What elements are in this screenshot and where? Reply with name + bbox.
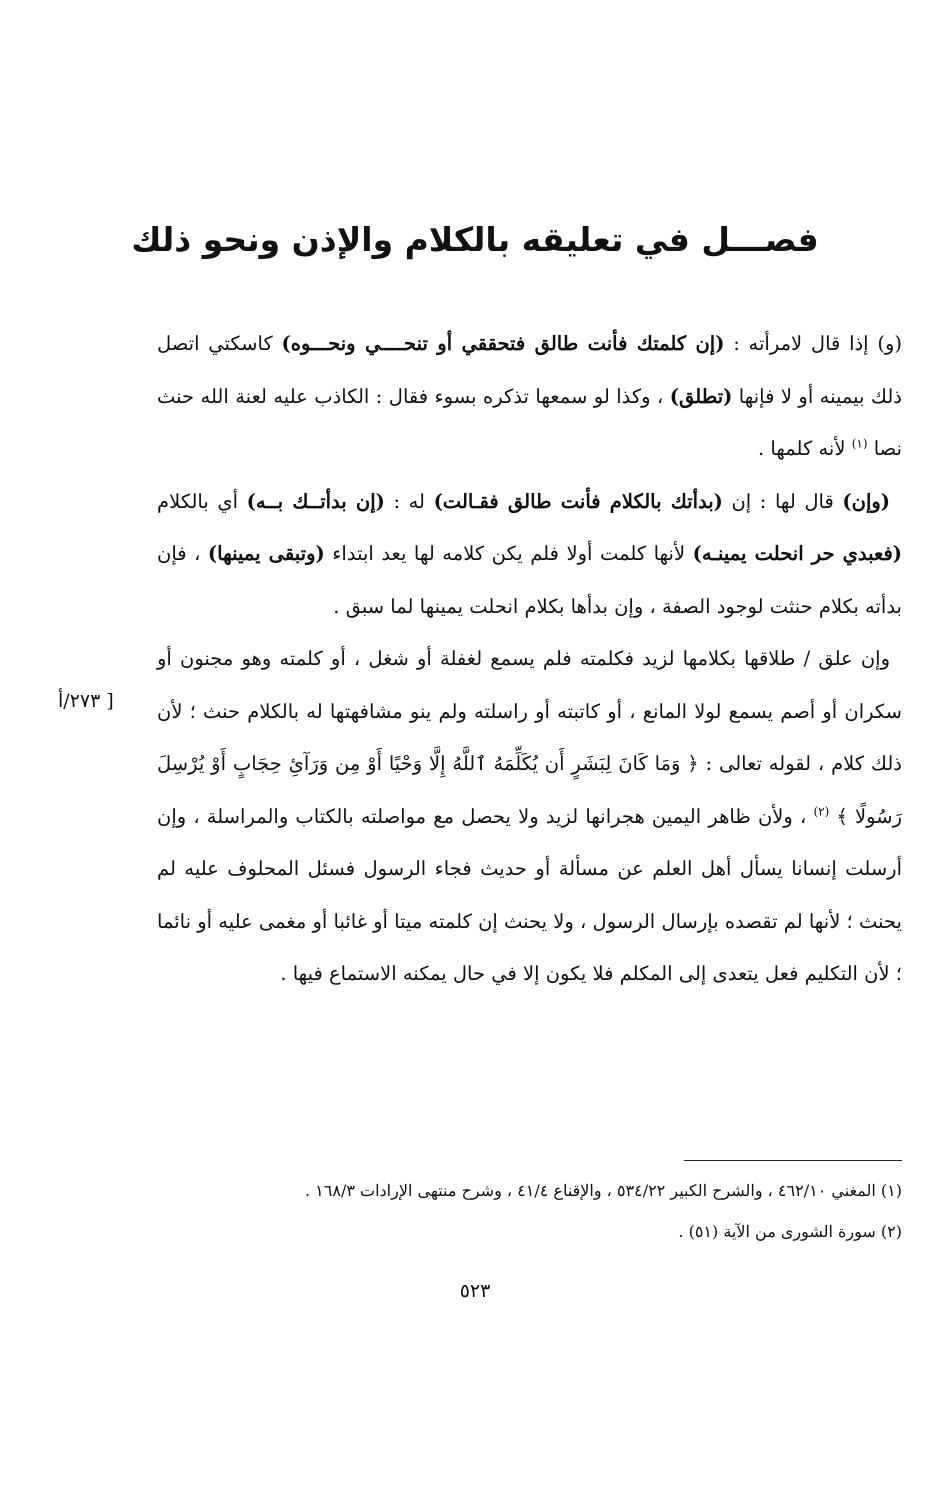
bold-text-run: (بدأتك بالكلام فأنت طالق فقـالت) bbox=[433, 489, 723, 513]
bold-text-run: (وإن) bbox=[842, 489, 891, 513]
bold-text-run: (تطلق) bbox=[669, 384, 733, 408]
text-run: لأنها كلمت أولا فلم يكن كلامه لها يعد ابتداء bbox=[324, 542, 693, 565]
text-run: ، ولأن ظاهر اليمين هجرانها لزيد ولا يحصل مع مواصلته بالكتاب والمراسلة ، وإن أرسلت إنسانا يسأل أهل العلم عن مسألة أو حديث فجاء الرسول فسئل المحلوف عليه لم يحنث ؛ لأنها لم تقصده بإرسال الرسول ، ولا يحنث إن كلمته ميتا أو غائبا أو مغمى عليه أو نائما ؛ لأن التكليم فعل يتعدى إلى المكلم فلا يكون إلا في حال يمكنه الاستماع فيها . bbox=[157, 804, 902, 985]
bold-text-run: (إن بدأتــك بــه) bbox=[246, 489, 385, 513]
paragraph-3 bbox=[157, 633, 902, 1001]
footnote-marker: (١) bbox=[851, 436, 868, 451]
bold-text-run: (إن كلمتك فأنت طالق فتحققي أو تنحــــي ونحـــوه) bbox=[281, 332, 725, 355]
page-number: ٥٢٣ bbox=[459, 1280, 491, 1302]
footnotes bbox=[142, 1170, 902, 1252]
bold-text-run: (فعبدي حر انحلت يمينـه) bbox=[692, 542, 902, 565]
text-run: أي بالكلام bbox=[157, 489, 247, 513]
text-run: ، فإن بدأته بكلام حنثت لوجود الصفة ، وإن بدأها بكلام انحلت يمينها لما سبق . bbox=[157, 542, 902, 618]
section-heading: فصـــل في تعليقه بالكلام والإذن ونحو ذلك bbox=[131, 220, 819, 259]
text-run: وإن علق / طلاقها بكلامها لزيد فكلمته فلم يسمع لغفلة أو شغل ، أو كلمته وهو مجنون أو سكران أو أصم يسمع لولا المانع ، أو كاتبته أو راسلته ولم ينو مشافهتها له بالكلام حنث ؛ لأن ذلك كلام ، لقوله تعالى : ﴿ وَمَا كَانَ لِبَشَرٍ أَن يُكَلِّمَهُ ٱللَّهُ إِلَّا وَحْيًا أَوْ مِن وَرَآئِ حِجَابٍ أَوْ يُرْسِلَ رَسُولًا ﴾ bbox=[157, 647, 902, 828]
bold-text-run: (وتبقى يمينها) bbox=[207, 542, 325, 565]
body-text bbox=[157, 318, 902, 1001]
paragraph-1 bbox=[157, 318, 902, 476]
footnote-marker: (٢) bbox=[813, 804, 830, 818]
paragraph-2 bbox=[157, 476, 902, 634]
text-run: لأنه كلمها . bbox=[757, 437, 852, 460]
footnote-2: (٢) سورة الشورى من الآية (٥١) . bbox=[678, 1222, 902, 1241]
margin-folio-reference: [ ٢٧٣/أ bbox=[58, 690, 114, 712]
footnote-1: (١) المغني ٤٦٢/١٠ ، والشرح الكبير ٥٣٤/٢٢ ، والإقناع ٤١/٤ ، وشرح منتهى الإرادات ١٦٨/٣ . bbox=[305, 1181, 902, 1200]
text-run: ، وكذا لو سمعها تذكره بسوء فقال : الكاذب عليه لعنة الله حنث نصا bbox=[157, 384, 902, 460]
footnote-separator bbox=[684, 1160, 902, 1161]
text-run: كاسكتي اتصل ذلك بيمينه أو لا فإنها bbox=[157, 332, 902, 408]
text-run: له : bbox=[384, 489, 434, 513]
text-run: (و) إذا قال لامرأته : bbox=[724, 332, 902, 355]
text-run: قال لها : إن bbox=[722, 489, 843, 513]
